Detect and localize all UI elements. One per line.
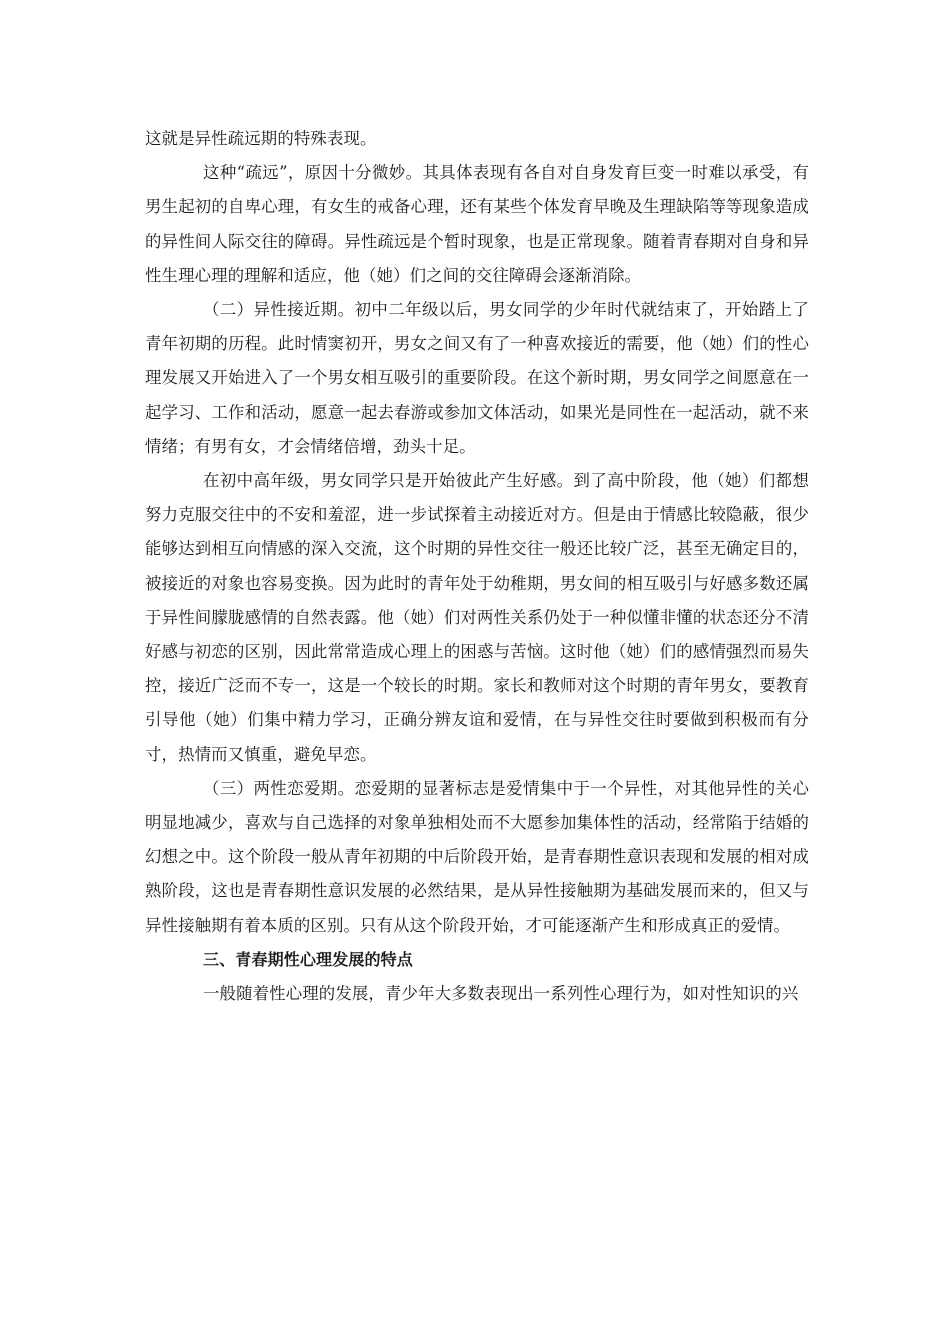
paragraph-approach-stage: （二）异性接近期。初中二年级以后，男女同学的少年时代就结束了，开始踏上了青年初期的历程。此时情窦初开，男女之间又有了一种喜欢接近的需要，他（她）们的性心理发展又开始进入了一个男女相互吸引的重要阶段。在这个新时期，男女同学之间愿意在一起学习、工作和活动，愿意一起去春游或参加文体活动，如果光是同性在一起活动，就不来情绪；有男有女，才会情绪倍增，劲头十足。 [145, 300, 809, 456]
paragraph-high-school-stage: 在初中高年级，男女同学只是开始彼此产生好感。到了高中阶段，他（她）们都想努力克服交往中的不安和羞涩，进一步试探着主动接近对方。但是由于情感比较隐蔽，很少能够达到相互向情感的深入交流，这个时期的异性交往一般还比较广泛，甚至无确定目的，被接近的对象也容易变换。因为此时的青年处于幼稚期，男女间的相互吸引与好感多数还属于异性间朦胧感情的自然表露。他（她）们对两性关系仍处于一种似懂非懂的状态还分不清好感与初恋的区别，因此常常造成心理上的困惑与苦恼。这时他（她）们的感情强烈而易失控，接近广泛而不专一，这是一个较长的时期。家长和教师对这个时期的青年男女，要教育引导他（她）们集中精力学习，正确分辨友谊和爱情，在与异性交往时要做到积极而有分寸，热情而又慎重，避免早恋。 [145, 471, 809, 764]
paragraph-romance-stage: （三）两性恋爱期。恋爱期的显著标志是爱情集中于一个异性，对其他异性的关心明显地减少，喜欢与自己选择的对象单独相处而不大愿参加集体性的活动，经常陷于结婚的幻想之中。这个阶段一般从青年初期的中后阶段开始，是青春期性意识表现和发展的相对成熟阶段，这也是青春期性意识发展的必然结果，是从异性接触期为基础发展而来的，但又与异性接触期有着本质的区别。只有从这个阶段开始，才可能逐渐产生和形成真正的爱情。 [145, 778, 809, 935]
paragraph-section-intro: 一般随着性心理的发展，青少年大多数表现出一系列性心理行为，如对性知识的兴 [203, 984, 799, 1004]
document-body [145, 122, 809, 1011]
paragraph-estrangement-reasons: 这种“疏远”，原因十分微妙。其具体表现有各自对自身发育巨变一时难以承受，有男生起初的自卑心理，有女生的戒备心理，还有某些个体发育早晚及生理缺陷等等现象造成的异性间人际交往的障碍。异性疏远是个暂时现象，也是正常现象。随着青春期对自身和异性生理心理的理解和适应，他（她）们之间的交往障碍会逐渐消除。 [145, 163, 809, 285]
section-heading: 三、青春期性心理发展的特点 [203, 949, 413, 969]
paragraph-continuation: 这就是异性疏远期的特殊表现。 [145, 129, 377, 148]
